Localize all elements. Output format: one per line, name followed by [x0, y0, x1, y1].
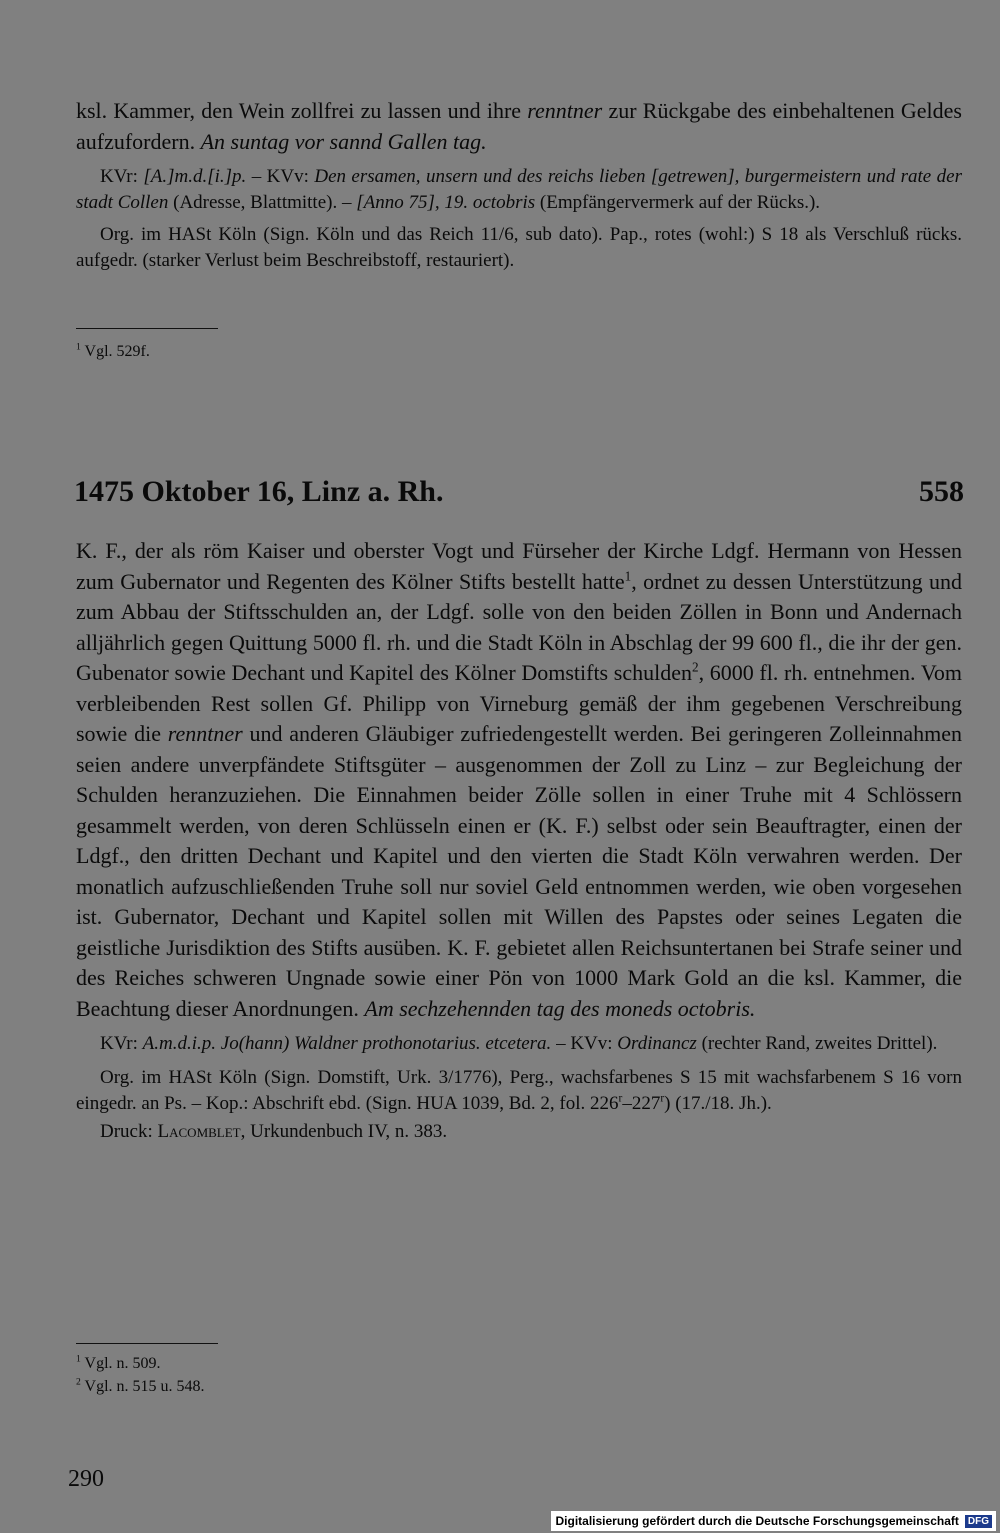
footnote-1: $^1$ Vgl. 529f.	[76, 341, 150, 360]
dfg-logo: DFG	[965, 1515, 992, 1528]
page-number: 290	[68, 1466, 104, 1492]
overlieferung: Org. im HASt Köln (Sign. Domstift, Urk. 3/1776), Perg., wachsfarbenes S 15 mit wachsfarbenem S 16 vorn eingedr. an Ps. – Kop.: Abschrift ebd. (Sign. HUA 1039, Bd. 2, fol. 226$^r$–227$^r$) (17./18. Jh.).	[76, 1067, 962, 1114]
previous-entry-end	[76, 96, 962, 274]
kanzleivermerk: KVr: [A.]m.d.[i.]p. – KVv: Den ersamen, unsern und des reichs lieben [getrewen], burgermeistern und rate der stadt Collen (Adresse, Blattmitte). – [Anno 75], 19. octobris (Empfängervermerk auf der Rücks.).	[76, 166, 962, 213]
footnote-separator	[76, 1343, 218, 1344]
funding-text: Digitalisierung gefördert durch die Deutsche Forschungsgemeinschaft	[555, 1514, 959, 1528]
footnote-2: $^2$ Vgl. n. 515 u. 548.	[76, 1376, 205, 1395]
entry-number: 558	[919, 475, 964, 508]
funding-note	[551, 1511, 996, 1531]
entry-558	[76, 536, 962, 1145]
kanzleivermerk: KVr: A.m.d.i.p. Jo(hann) Waldner prothonotarius. etcetera. – KVv: Ordinancz (rechter Rand, zweites Drittel).	[100, 1033, 938, 1054]
footnote-separator	[76, 328, 218, 329]
regest-continuation: ksl. Kammer, den Wein zollfrei zu lassen und ihre renntner zur Rückgabe des einbehaltenen Geldes aufzufordern. An suntag vor sannd Gallen tag.	[76, 98, 962, 154]
regest-body: K. F., der als röm Kaiser und oberster Vogt und Fürseher der Kirche Ldgf. Hermann von Hessen zum Gubernator und Regenten des Kölner Stifts bestellt hatte$^1$, ordnet zu dessen Unterstützung und zum Abbau der Stiftsschulden an, der Ldgf. solle von den beiden Zöllen in Bonn und Andernach alljährlich gegen Quittung 5000 fl. rh. und die Stadt Köln in Abschlag der 99 600 fl., die ihr der gen. Gubenator sowie Dechant und Kapitel des Kölner Domstifts schulden$^2$, 6000 fl. rh. entnehmen. Vom verbleibenden Rest sollen Gf. Philipp von Virneburg gemäß der ihm gegebenen Verschreibung sowie die renntner und anderen Gläubiger zufriedengestellt werden. Bei geringeren Zolleinnahmen seien andere unverpfändete Stiftsgüter – ausgenommen der Zoll zu Linz – zur Begleichung der Schulden heranzuziehen. Die Einnahmen beider Zölle sollen in einer Truhe mit 4 Schlössern gesammelt werden, von deren Schlüsseln einen er (K. F.) selbst oder sein Beauftragter, einen der Ldgf., den dritten Dechant und Kapitel und den vierten die Stadt Köln verwahren werden. Der monatlich aufzuschließenden Truhe soll nur soviel Geld entnommen werden, wie oben vorgesehen ist. Gubernator, Dechant und Kapitel sollen mit Willen des Papstes oder seines Legaten die geistliche Jurisdiktion des Stifts ausüben. K. F. gebietet allen Reichsuntertanen bei Strafe seiner und des Reiches schweren Ungnade sowie einer Pön von 1000 Mark Gold an die ksl. Kammer, die Beachtung dieser Anordnungen. Am sechzehennden tag des moneds octobris.	[76, 538, 962, 1021]
druck: Druck: Lacomblet, Urkundenbuch IV, n. 383.	[100, 1121, 448, 1142]
overlieferung: Org. im HASt Köln (Sign. Köln und das Reich 11/6, sub dato). Pap., rotes (wohl:) S 18 als Verschluß rücks. aufgedr. (starker Verlust beim Beschreibstoff, restauriert).	[76, 224, 962, 271]
entry-heading	[74, 475, 964, 509]
footnote-1: $^1$ Vgl. n. 509.	[76, 1353, 161, 1372]
entry-date-place: 1475 Oktober 16, Linz a. Rh.	[74, 475, 444, 508]
